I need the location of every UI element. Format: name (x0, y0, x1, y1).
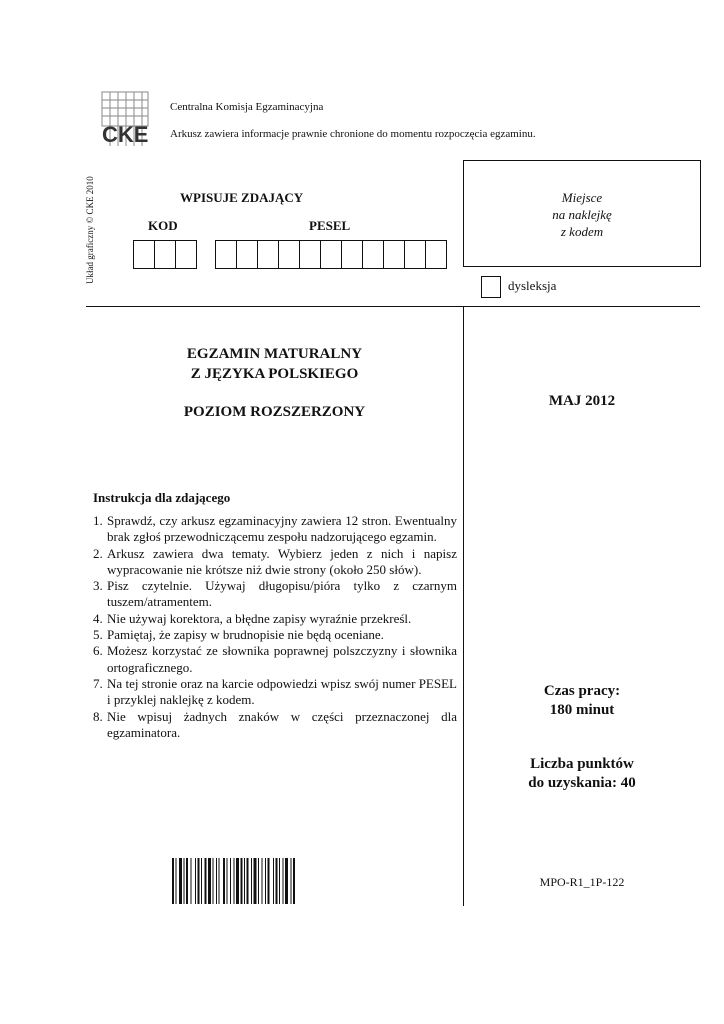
sticker-line-2: na naklejkę (552, 207, 612, 222)
sticker-area (463, 160, 701, 267)
exam-title-line-2: Z JĘZYKA POLSKIEGO (190, 366, 359, 382)
pesel-cell[interactable] (299, 240, 321, 269)
protection-notice: Arkusz zawiera informacje prawnie chronione do momentu rozpoczęcia egzaminu. (170, 128, 536, 140)
instruction-item: 4. Nie używaj korektora, a błędne zapisy wyraźnie przekreśl. (93, 610, 412, 626)
time-info (464, 682, 700, 720)
pesel-cell[interactable] (425, 240, 447, 269)
barcode (172, 858, 378, 904)
kod-label: KOD (148, 218, 178, 233)
pesel-cell[interactable] (383, 240, 405, 269)
organization-name: Centralna Komisja Egzaminacyjna (170, 101, 324, 113)
pesel-cell[interactable] (362, 240, 384, 269)
exam-date: MAJ 2012 (548, 393, 616, 409)
sticker-line-1: Miejsce (561, 190, 603, 205)
sticker-line-3: z kodem (560, 224, 604, 239)
pesel-cell[interactable] (215, 240, 237, 269)
dyslexia-checkbox[interactable] (481, 276, 501, 298)
instructions-title: Instrukcja dla zdającego (93, 490, 231, 505)
kod-cell[interactable] (154, 240, 176, 269)
copyright-vertical (82, 160, 102, 290)
kod-cell[interactable] (133, 240, 155, 269)
points-label: Liczba punktów (530, 756, 634, 772)
instruction-item: 8. Nie wpisuj żadnych znaków w części przeznaczonej dla egzaminatora. (93, 708, 457, 740)
pesel-input[interactable] (216, 240, 447, 269)
time-value: 180 minut (549, 702, 615, 718)
exam-title-line-1: EGZAMIN MATURALNY (186, 346, 363, 362)
copyright-text: Układ graficzny © CKE 2010 (85, 176, 95, 284)
pesel-cell[interactable] (257, 240, 279, 269)
pesel-cell[interactable] (341, 240, 363, 269)
dyslexia-label: dysleksja (508, 278, 557, 293)
exam-level: POZIOM ROZSZERZONY (183, 404, 366, 420)
instruction-item: 6. Możesz korzystać ze słownika poprawnej polszczyzny i słownika ortograficznego. (93, 643, 457, 675)
pesel-cell[interactable] (278, 240, 300, 269)
instructions-list (93, 513, 457, 741)
kod-cell[interactable] (175, 240, 197, 269)
points-value: do uzyskania: 40 (528, 775, 636, 791)
instruction-item: 1. Sprawdź, czy arkusz egzaminacyjny zawiera 12 stron. Ewentualny brak zgłoś przewodniczącemu zespołu nadzorującego egzamin. (93, 513, 457, 545)
candidate-heading: WPISUJE ZDAJĄCY (180, 190, 304, 205)
pesel-cell[interactable] (404, 240, 426, 269)
instruction-item: 7. Na tej stronie oraz na karcie odpowiedzi wpisz swój numer PESEL i przyklej naklejkę z kodem. (93, 675, 457, 708)
pesel-label: PESEL (309, 218, 351, 233)
form-code: MPO-R1_1P-122 (539, 875, 625, 889)
instruction-item: 5. Pamiętaj, że zapisy w brudnopisie nie będą oceniane. (93, 627, 384, 643)
pesel-cell[interactable] (236, 240, 258, 269)
cke-logo (100, 88, 150, 148)
time-label: Czas pracy: (543, 683, 621, 699)
instruction-item: 3. Pisz czytelnie. Używaj długopisu/pióra tylko z czarnym tuszem/atramentem. (93, 578, 457, 610)
pesel-cell[interactable] (320, 240, 342, 269)
points-info (464, 755, 700, 793)
horizontal-divider (86, 306, 700, 307)
kod-input[interactable] (134, 240, 197, 269)
instruction-item: 2. Arkusz zawiera dwa tematy. Wybierz jeden z nich i napisz wypracowanie nie krótsze niż dwie strony (około 250 słów). (93, 545, 457, 577)
svg-text:CKE: CKE (102, 122, 149, 147)
